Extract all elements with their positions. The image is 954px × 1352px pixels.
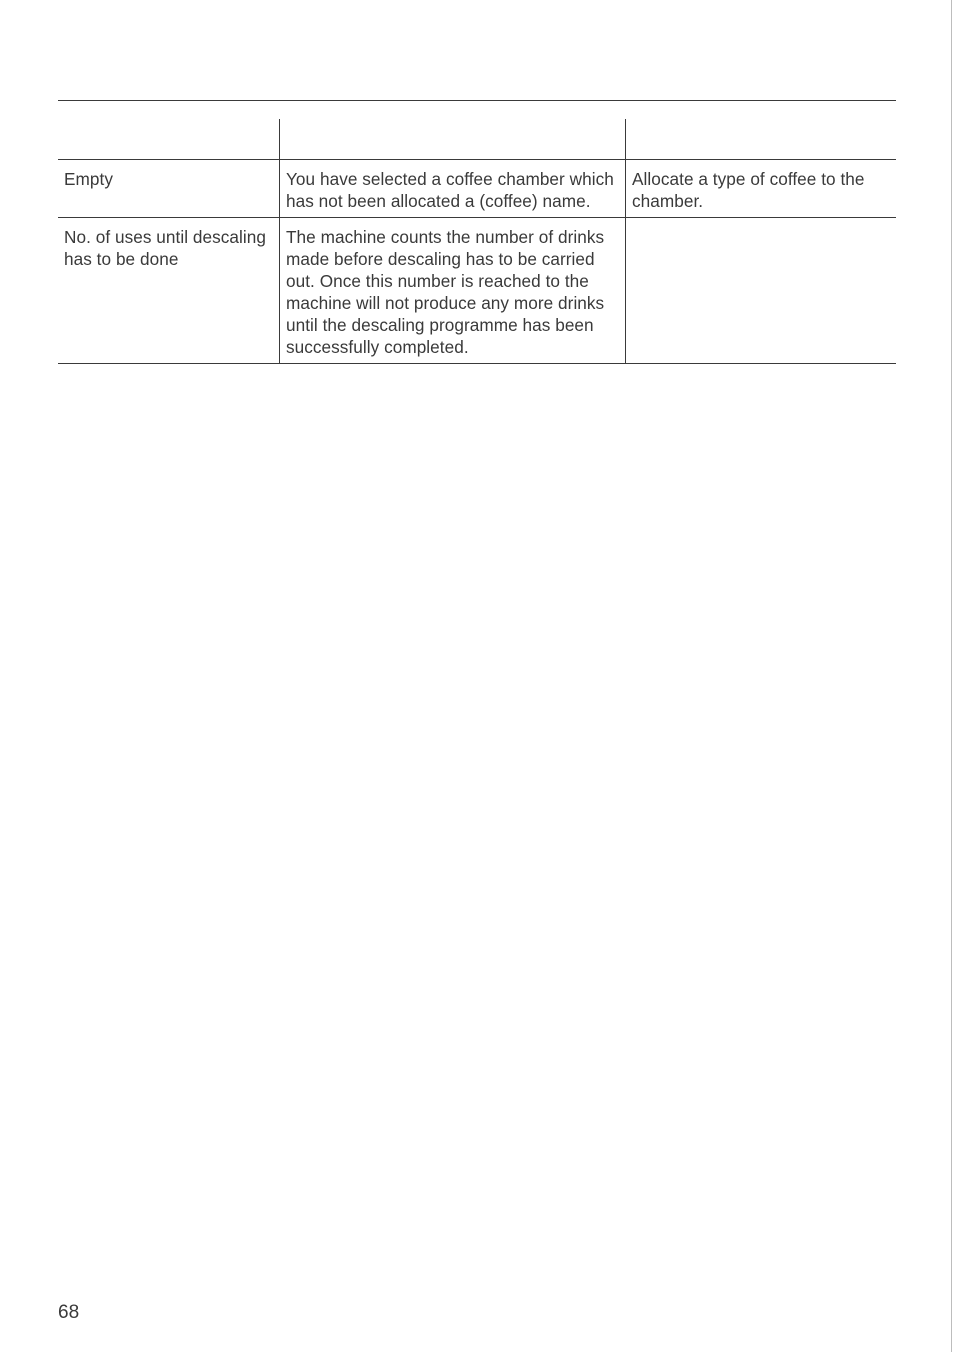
table-header-row (58, 101, 896, 160)
header-cell-cause (279, 119, 625, 159)
table-row (58, 160, 896, 218)
remedy-cell (625, 218, 896, 363)
info-table (58, 100, 896, 364)
term-cell: Empty (64, 169, 113, 189)
page-number: 68 (58, 1302, 80, 1323)
page-edge-line (951, 0, 952, 1352)
remedy-cell: Allocate a type of coffee to the chamber. (625, 160, 896, 217)
term-cell: No. of uses until descaling has to be done (64, 227, 266, 269)
table-row (58, 218, 896, 364)
header-cell-remedy (625, 119, 896, 159)
cause-cell: The machine counts the number of drinks made before descaling has to be carried out. Once this number is reached to the machine will not produce any more drinks until the descaling programme has been successfully completed. (279, 218, 625, 363)
cause-cell: You have selected a coffee chamber which has not been allocated a (coffee) name. (279, 160, 625, 217)
header-cell-term (58, 119, 279, 159)
